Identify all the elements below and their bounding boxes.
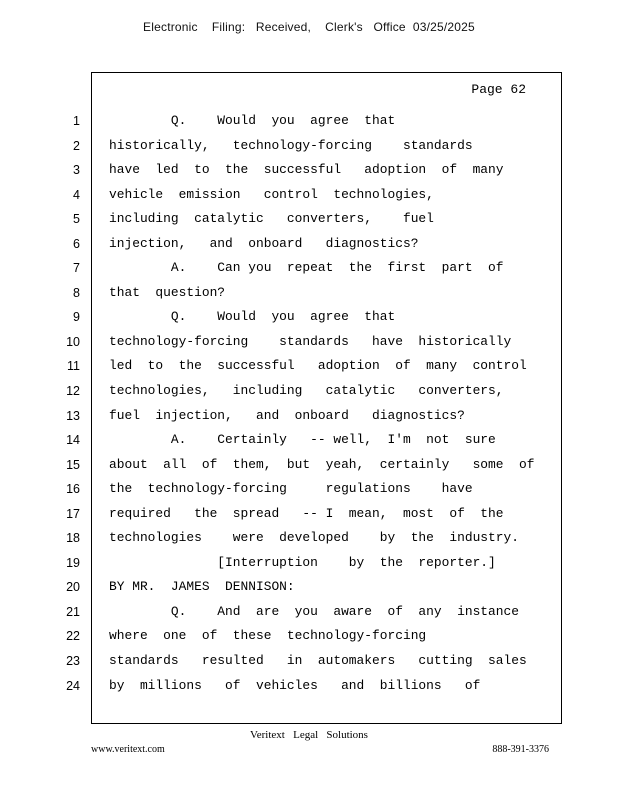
line-number: 17 [66, 506, 80, 521]
line-number: 7 [73, 261, 80, 276]
line-number: 8 [73, 285, 80, 300]
line-number: 23 [66, 654, 80, 669]
transcript-line: have led to the successful adoption of many [109, 162, 504, 178]
line-number: 13 [66, 408, 80, 423]
line-number: 2 [73, 138, 80, 153]
filing-stamp: Electronic Filing: Received, Clerk's Office 03/25/2025 [143, 20, 475, 34]
transcript-line: required the spread -- I mean, most of the [109, 505, 504, 521]
transcript-line: including catalytic converters, fuel [109, 211, 434, 227]
transcript-line: led to the successful adoption of many control [109, 358, 527, 374]
transcript-line: technology-forcing standards have historically [109, 333, 512, 349]
line-number: 12 [66, 384, 80, 399]
line-number: 5 [73, 212, 80, 227]
transcript-line: the technology-forcing regulations have [109, 481, 473, 497]
transcript-line: vehicle emission control technologies, [109, 186, 434, 202]
transcript-line: where one of these technology-forcing [109, 628, 427, 644]
transcript-line: Q. Would you agree that [109, 113, 396, 128]
transcript-line: A. Certainly -- well, I'm not sure [109, 432, 496, 448]
line-number: 15 [66, 457, 80, 472]
line-number: 10 [66, 334, 80, 349]
line-number-column [60, 113, 80, 702]
transcript-line: fuel injection, and onboard diagnostics? [109, 407, 465, 423]
transcript-line: that question? [109, 284, 226, 300]
line-number: 9 [73, 310, 80, 325]
line-number: 3 [73, 163, 80, 178]
line-number: 18 [66, 531, 80, 546]
transcript-line: by millions of vehicles and billions of [109, 677, 481, 693]
footer-website: www.veritext.com [91, 744, 165, 755]
transcript-line: standards resulted in automakers cutting sales [109, 653, 527, 669]
line-number: 14 [66, 433, 80, 448]
transcript-line: Q. And are you aware of any instance [109, 603, 519, 619]
line-number: 21 [66, 604, 80, 619]
transcript-line: Q. Would you agree that [109, 309, 396, 325]
footer-company-name: Veritext Legal Solutions [250, 729, 368, 741]
transcript-line: [Interruption by the reporter.] [109, 554, 496, 570]
line-number: 20 [66, 580, 80, 595]
transcript-line: technologies were developed by the industry. [109, 530, 519, 546]
line-number: 4 [73, 187, 80, 202]
line-number: 19 [66, 555, 80, 570]
line-number: 24 [66, 678, 80, 693]
page-number: Page 62 [471, 82, 526, 97]
transcript-line: historically, technology-forcing standards [109, 137, 473, 153]
line-number: 6 [73, 236, 80, 251]
transcript-line: BY MR. JAMES DENNISON: [109, 579, 295, 595]
transcript-line: A. Can you repeat the first part of [109, 260, 504, 276]
line-number: 11 [67, 359, 80, 374]
transcript-line: about all of them, but yeah, certainly some of [109, 456, 535, 472]
line-number: 1 [73, 114, 80, 128]
footer-phone: 888-391-3376 [492, 744, 549, 755]
transcript-line: injection, and onboard diagnostics? [109, 235, 419, 251]
line-number: 22 [66, 629, 80, 644]
line-number: 16 [66, 482, 80, 497]
transcript-text [109, 113, 549, 702]
transcript-line: technologies, including catalytic converters, [109, 383, 504, 399]
